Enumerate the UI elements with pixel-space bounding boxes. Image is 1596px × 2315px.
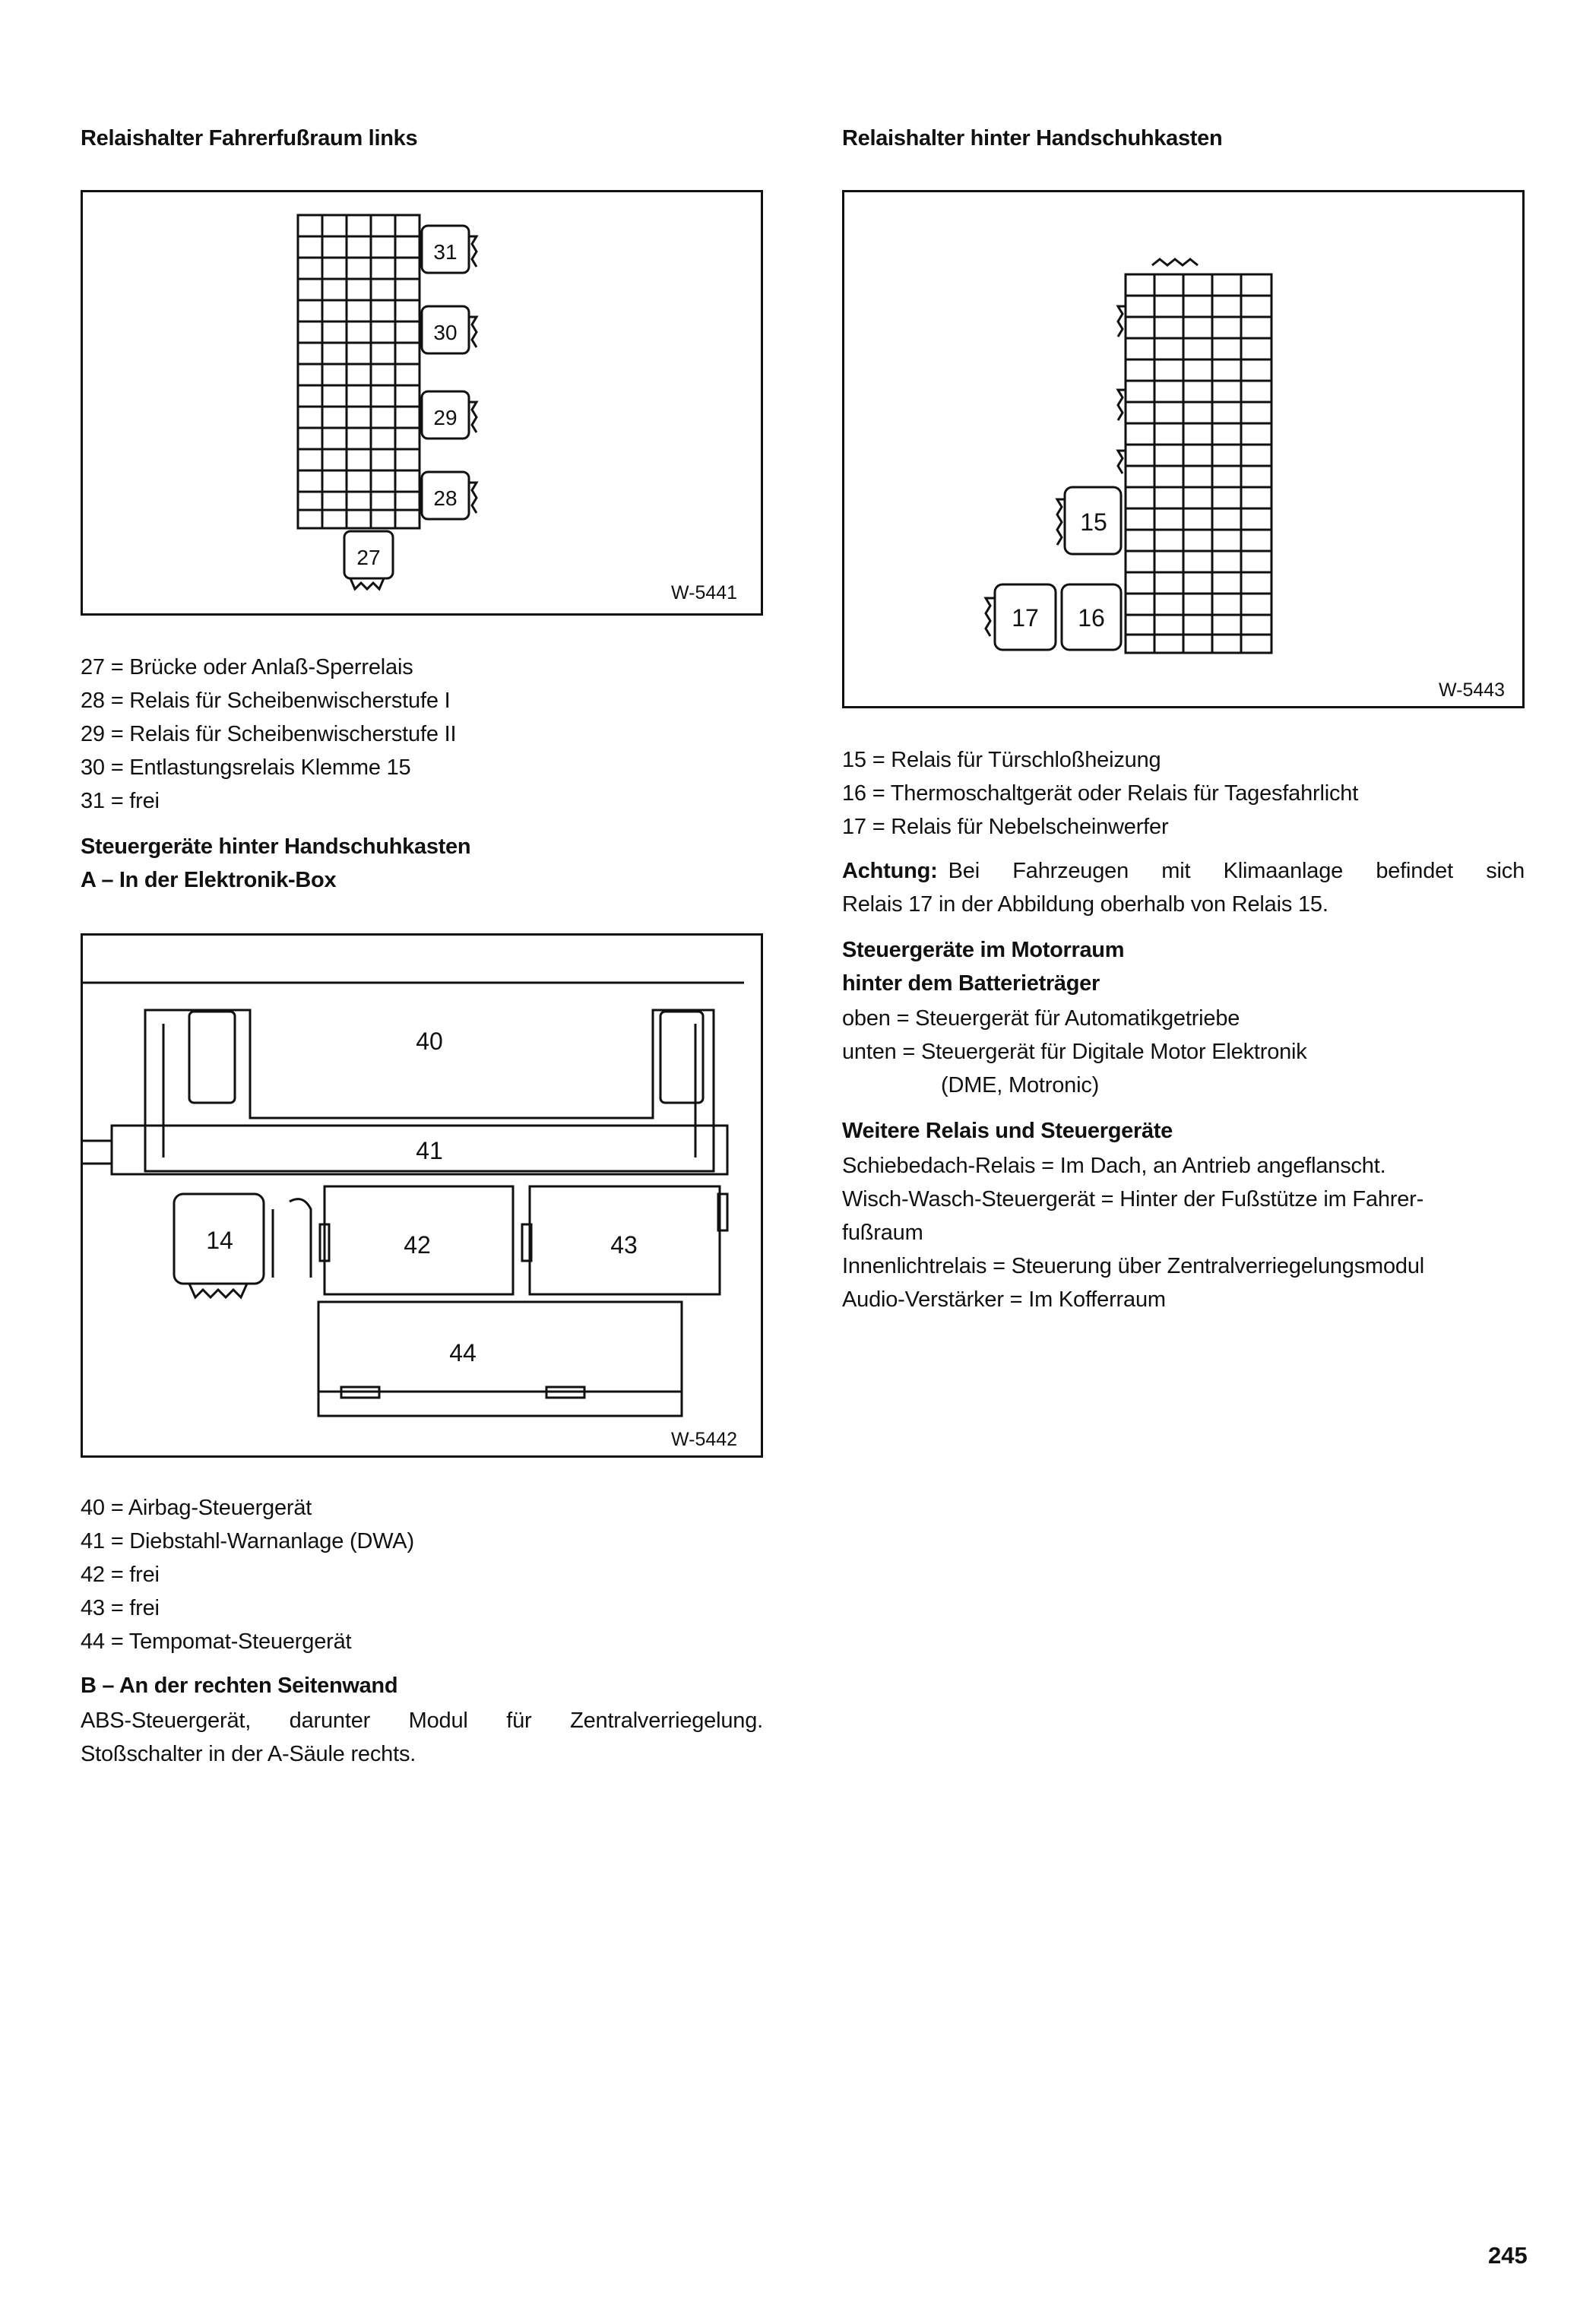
glovebox-relay-figure [842,190,1525,708]
relay-label-29: 29 [433,406,458,429]
glovebox-relay-title: Relaishalter hinter Handschuhkasten [842,126,1223,150]
legend-item: 43 = frei [81,1596,160,1620]
legend-item: 41 = Diebstahl-Warnanlage (DWA) [81,1529,414,1553]
further-title: Weitere Relais und Steuergeräte [842,1119,1173,1143]
engine-bay-item: unten = Steuergerät für Digitale Motor Elektronik [842,1040,1307,1064]
electronics-box-drawing [83,936,761,1455]
unit-label-14: 14 [206,1227,233,1254]
engine-bay-item: oben = Steuergerät für Automatikgetriebe [842,1006,1240,1031]
further-item: Audio-Verstärker = Im Kofferraum [842,1287,1166,1312]
relay-panel-figure [81,190,763,616]
figure-code: W-5441 [668,581,740,604]
legend-item: 27 = Brücke oder Anlaß-Sperrelais [81,655,413,679]
note-text: Bei Fahrzeugen mit Klimaanlage befindet sich [948,859,1525,883]
further-item: fußraum [842,1221,923,1245]
legend-item: 16 = Thermoschaltgerät oder Relais für Tagesfahrlicht [842,781,1359,806]
legend-item: 15 = Relais für Türschloßheizung [842,748,1161,772]
unit-label-43: 43 [610,1231,638,1259]
figure-code: W-5443 [1436,679,1508,701]
engine-bay-title: Steuergeräte im Motorraum [842,938,1125,962]
relay-label-28: 28 [433,486,458,510]
legend-item: 30 = Entlastungsrelais Klemme 15 [81,755,411,780]
legend-item: 17 = Relais für Nebelscheinwerfer [842,815,1169,839]
further-item: Wisch-Wasch-Steuergerät = Hinter der Fußstütze im Fahrer- [842,1187,1424,1211]
legend-item: 29 = Relais für Scheibenwischerstufe II [81,722,457,746]
relay-panel-title: Relaishalter Fahrerfußraum links [81,126,418,150]
further-item: Schiebedach-Relais = Im Dach, an Antrieb angeflanscht. [842,1154,1386,1178]
note-text: Relais 17 in der Abbildung oberhalb von Relais 15. [842,892,1328,917]
page-number: 245 [1488,2242,1528,2269]
note-label: Achtung: [842,859,938,883]
further-item: Innenlichtrelais = Steuerung über Zentralverriegelungsmodul [842,1254,1425,1278]
relay-label-17: 17 [1012,604,1039,632]
note-line [842,854,1525,888]
legend-item: 31 = frei [81,789,160,813]
section-b-text: Stoßschalter in der A-Säule rechts. [81,1742,416,1766]
figure-code: W-5442 [668,1428,740,1451]
section-a-title: A – In der Elektronik-Box [81,868,337,892]
engine-bay-item: (DME, Motronic) [941,1073,1100,1097]
relay-label-16: 16 [1078,604,1105,632]
legend-item: 40 = Airbag-Steuergerät [81,1496,312,1520]
unit-label-41: 41 [416,1137,443,1164]
relay-label-31: 31 [433,240,458,264]
relay-label-15: 15 [1080,508,1107,536]
section-b-text: ABS-Steuergerät, darunter Modul für Zentralverriegelung. [81,1709,763,1733]
relay-panel-drawing [83,192,761,613]
section-b-title: B – An der rechten Seitenwand [81,1674,398,1698]
legend-item: 42 = frei [81,1563,160,1587]
electronics-box-figure [81,933,763,1458]
unit-label-42: 42 [404,1231,431,1259]
engine-bay-subtitle: hinter dem Batterieträger [842,971,1100,996]
relay-label-30: 30 [433,321,458,344]
unit-label-44: 44 [449,1339,477,1367]
legend-item: 44 = Tempomat-Steuergerät [81,1629,352,1654]
glovebox-relay-drawing [844,192,1522,706]
legend-item: 28 = Relais für Scheibenwischerstufe I [81,689,451,713]
control-units-title: Steuergeräte hinter Handschuhkasten [81,834,471,859]
unit-label-40: 40 [416,1028,443,1055]
relay-label-27: 27 [356,546,381,569]
